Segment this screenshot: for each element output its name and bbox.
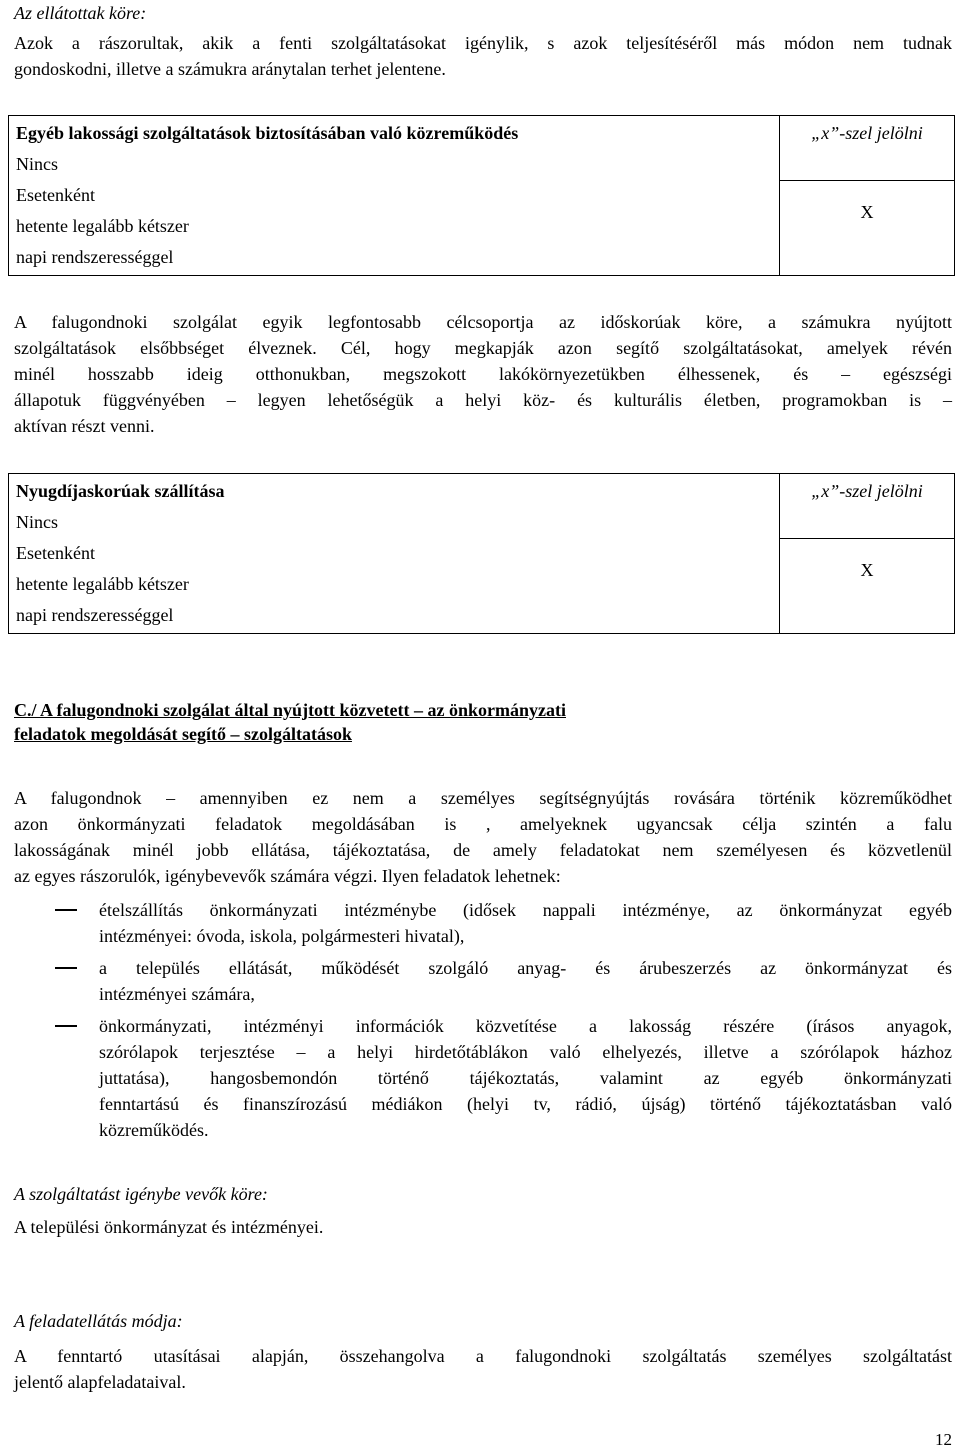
elderly-paragraph-line2: szolgáltatások elsőbbséget élveznek. Cél, hogy megkapják azon segítő szolgáltatásokat, amelyek révén: [14, 338, 952, 358]
selected-mark: X: [860, 202, 874, 222]
options-cell: [9, 474, 780, 634]
task-text-line: közreműködés.: [99, 1120, 209, 1140]
elderly-paragraph-line5: aktívan részt venni.: [14, 416, 155, 436]
dash-bullet: [55, 967, 77, 969]
option-twice-weekly: hetente legalább kétszer: [16, 574, 189, 594]
service-users-heading: A szolgáltatást igénybe vevők köre:: [14, 1184, 268, 1204]
mark-header: „x”-szel jelölni: [811, 481, 923, 501]
option-twice-weekly: hetente legalább kétszer: [16, 216, 189, 236]
elderly-paragraph-line3: minél hosszabb ideig otthonukban, megszokott lakókörnyezetükben élhessenek, és – egészségi: [14, 364, 952, 384]
option-occasionally: Esetenként: [16, 185, 95, 205]
option-occasionally: Esetenként: [16, 543, 95, 563]
dash-bullet: [55, 909, 77, 911]
intro-paragraph-line4: az egyes rászorulók, igénybevevők számára végzi. Ilyen feladatok lehetnek:: [14, 866, 561, 886]
service-table-other: [8, 115, 955, 276]
task-text-line: szórólapok terjesztése – a helyi hirdetőtáblákon való elhelyezés, illetve a szórólapok házhoz: [99, 1042, 952, 1062]
task-text-line: ételszállítás önkormányzati intézménybe (idősek nappali intézménye, az önkormányzat egyéb: [99, 900, 952, 920]
section-c-title-line1: C./ A falugondnoki szolgálat által nyújtott közvetett – az önkormányzati: [14, 700, 566, 720]
provision-text-line2: jelentő alapfeladataival.: [14, 1372, 186, 1392]
intro-paragraph-line1: A falugondnok – amennyiben ez nem a személyes segítségnyújtás rovására történik közreműködhet: [14, 788, 952, 808]
section-c-title-line2: feladatok megoldását segítő – szolgáltatások: [14, 724, 352, 744]
provision-heading: A feladatellátás módja:: [14, 1311, 183, 1331]
service-users-text: A települési önkormányzat és intézményei.: [14, 1217, 324, 1237]
option-daily: napi rendszerességgel: [16, 605, 174, 625]
task-text-line: juttatása), hangosbemondón történő tájékoztatás, valamint az egyéb önkormányzati: [99, 1068, 952, 1088]
task-text-line: a település ellátását, működését szolgáló anyag- és árubeszerzés az önkormányzat és: [99, 958, 952, 978]
dash-bullet: [55, 1025, 77, 1027]
task-text-line: önkormányzati, intézményi információk közvetítése a lakosság részére (írásos anyagok,: [99, 1016, 952, 1036]
recipients-text-line1: Azok a rászorultak, akik a fenti szolgáltatásokat igénylik, s azok teljesítéséről más módon nem tudnak: [14, 33, 952, 53]
provision-text-line1: A fenntartó utasításai alapján, összehangolva a falugondnoki szolgáltatás személyes szolgáltatást: [14, 1346, 952, 1366]
option-daily: napi rendszerességgel: [16, 247, 174, 267]
mark-cell: [780, 116, 955, 276]
page-number: 12: [935, 1430, 952, 1449]
table-title: Nyugdíjaskorúak szállítása: [16, 481, 225, 501]
recipients-text-line2: gondoskodni, illetve a számukra aránytalan terhet jelentene.: [14, 59, 446, 79]
service-table-transport: [8, 473, 955, 634]
recipients-heading: Az ellátottak köre:: [14, 3, 147, 23]
intro-paragraph-line2: azon önkormányzati feladatok megoldásában is , amelyeknek ugyancsak célja szintén a falu: [14, 814, 952, 834]
mark-cell: [780, 474, 955, 634]
elderly-paragraph-line4: állapotuk függvényében – legyen lehetőségük a helyi köz- és kulturális életben, programokban is –: [14, 390, 952, 410]
intro-paragraph-line3: lakosságának minél jobb ellátása, tájékoztatása, de amely feladatokat nem személyesen és közvetlenül: [14, 840, 952, 860]
table-title: Egyéb lakossági szolgáltatások biztosításában való közreműködés: [16, 123, 519, 143]
option-none: Nincs: [16, 154, 58, 174]
option-none: Nincs: [16, 512, 58, 532]
task-text-line: intézményei: óvoda, iskola, polgármesteri hivatal),: [99, 926, 465, 946]
mark-header: „x”-szel jelölni: [811, 123, 923, 143]
options-cell: [9, 116, 780, 276]
elderly-paragraph-line1: A falugondnoki szolgálat egyik legfontosabb célcsoportja az időskorúak köre, a számukra nyújtott: [14, 312, 952, 332]
selected-mark: X: [860, 560, 874, 580]
task-text-line: fenntartású és finanszírozású médiákon (helyi tv, rádió, újság) történő tájékoztatásban való: [99, 1094, 952, 1114]
task-text-line: intézményei számára,: [99, 984, 255, 1004]
